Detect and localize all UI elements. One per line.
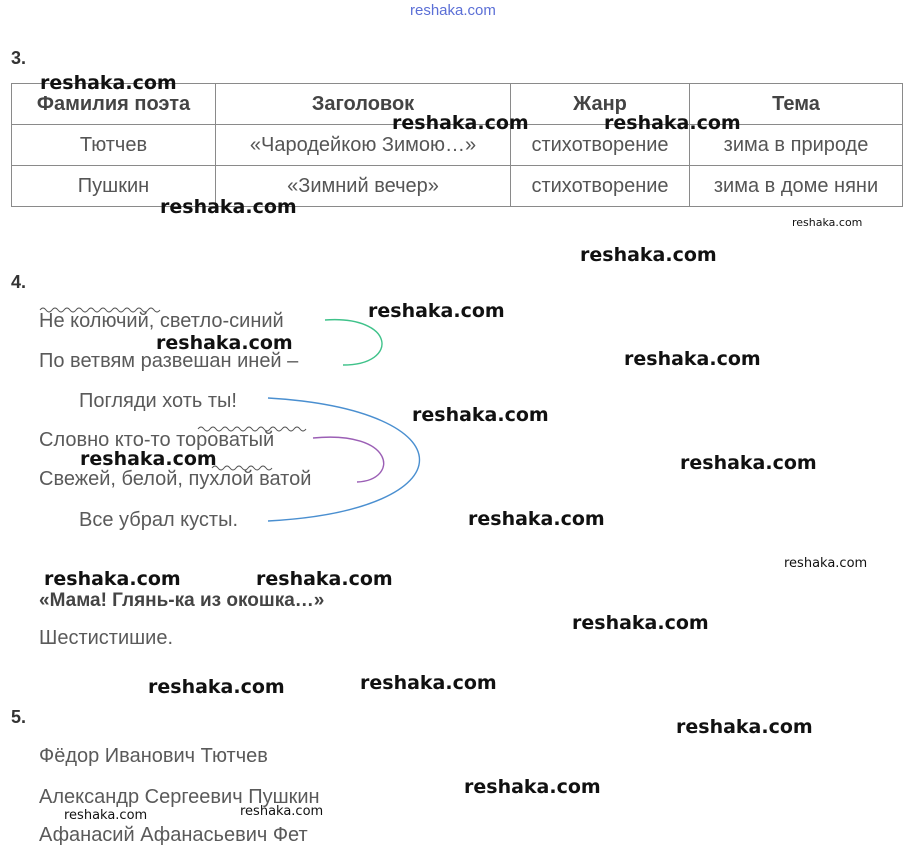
watermark: reshaka.com xyxy=(680,452,817,474)
poet-name: Фёдор Иванович Тютчев xyxy=(39,745,268,767)
table-cell: «Чародейкою Зимою…» xyxy=(216,125,511,166)
watermark: reshaka.com xyxy=(148,676,285,698)
table-cell: зима в доме няни xyxy=(690,166,903,207)
rhyme-arc-purple xyxy=(313,437,384,482)
watermark: reshaka.com xyxy=(572,612,709,634)
rhyme-arc-green xyxy=(325,320,382,365)
task-4-number: 4. xyxy=(11,272,27,292)
table-cell: Пушкин xyxy=(12,166,216,207)
poets-table xyxy=(11,83,903,207)
table-cell: Тютчев xyxy=(12,125,216,166)
column-header: Тема xyxy=(690,84,903,125)
watermark: reshaka.com xyxy=(604,112,741,134)
poem-line: Не колючий, светло-синий xyxy=(39,310,284,332)
table-cell: стихотворение xyxy=(511,166,690,207)
watermark: reshaka.com xyxy=(368,300,505,322)
watermark: reshaka.com xyxy=(240,804,324,819)
watermark: reshaka.com xyxy=(44,568,181,590)
watermark: reshaka.com xyxy=(156,332,293,354)
watermark: reshaka.com xyxy=(464,776,601,798)
watermark: reshaka.com xyxy=(40,72,177,94)
poet-name: Александр Сергеевич Пушкин xyxy=(39,786,320,808)
watermark: reshaka.com xyxy=(580,244,717,266)
task-3-number: 3. xyxy=(11,48,27,68)
column-header: Фамилия поэта xyxy=(12,84,216,125)
table-cell: стихотворение xyxy=(511,125,690,166)
column-header: Жанр xyxy=(511,84,690,125)
watermark: reshaka.com xyxy=(676,716,813,738)
watermark: reshaka.com xyxy=(624,348,761,370)
watermark: reshaka.com xyxy=(64,808,148,823)
site-header-link[interactable]: reshaka.com xyxy=(410,2,496,19)
watermark: reshaka.com xyxy=(784,556,868,571)
poem-line: Погляди хоть ты! xyxy=(79,390,237,412)
poem-line: Все убрал кусты. xyxy=(79,509,239,531)
watermark: reshaka.com xyxy=(468,508,605,530)
watermark: reshaka.com xyxy=(160,196,297,218)
watermark: reshaka.com xyxy=(360,672,497,694)
poem-line: По ветвям развешан иней – xyxy=(39,350,299,372)
watermark: reshaka.com xyxy=(412,404,549,426)
poem-form: Шестистишие. xyxy=(39,627,174,649)
table-cell: зима в природе xyxy=(690,125,903,166)
watermark: reshaka.com xyxy=(792,216,863,229)
poem-line: Словно кто-то тороватый xyxy=(39,429,275,451)
poet-name: Афанасий Афанасьевич Фет xyxy=(39,824,308,846)
rhyme-arc-blue xyxy=(268,398,420,521)
table-cell: «Зимний вечер» xyxy=(216,166,511,207)
table-row xyxy=(12,166,903,207)
poem-title: «Мама! Глянь-ка из окошка…» xyxy=(39,590,325,611)
column-header: Заголовок xyxy=(216,84,511,125)
watermark: reshaka.com xyxy=(80,448,217,470)
poem-line: Свежей, белой, пухлой ватой xyxy=(39,468,312,490)
task-5-number: 5. xyxy=(11,707,27,727)
watermark: reshaka.com xyxy=(392,112,529,134)
watermark: reshaka.com xyxy=(256,568,393,590)
